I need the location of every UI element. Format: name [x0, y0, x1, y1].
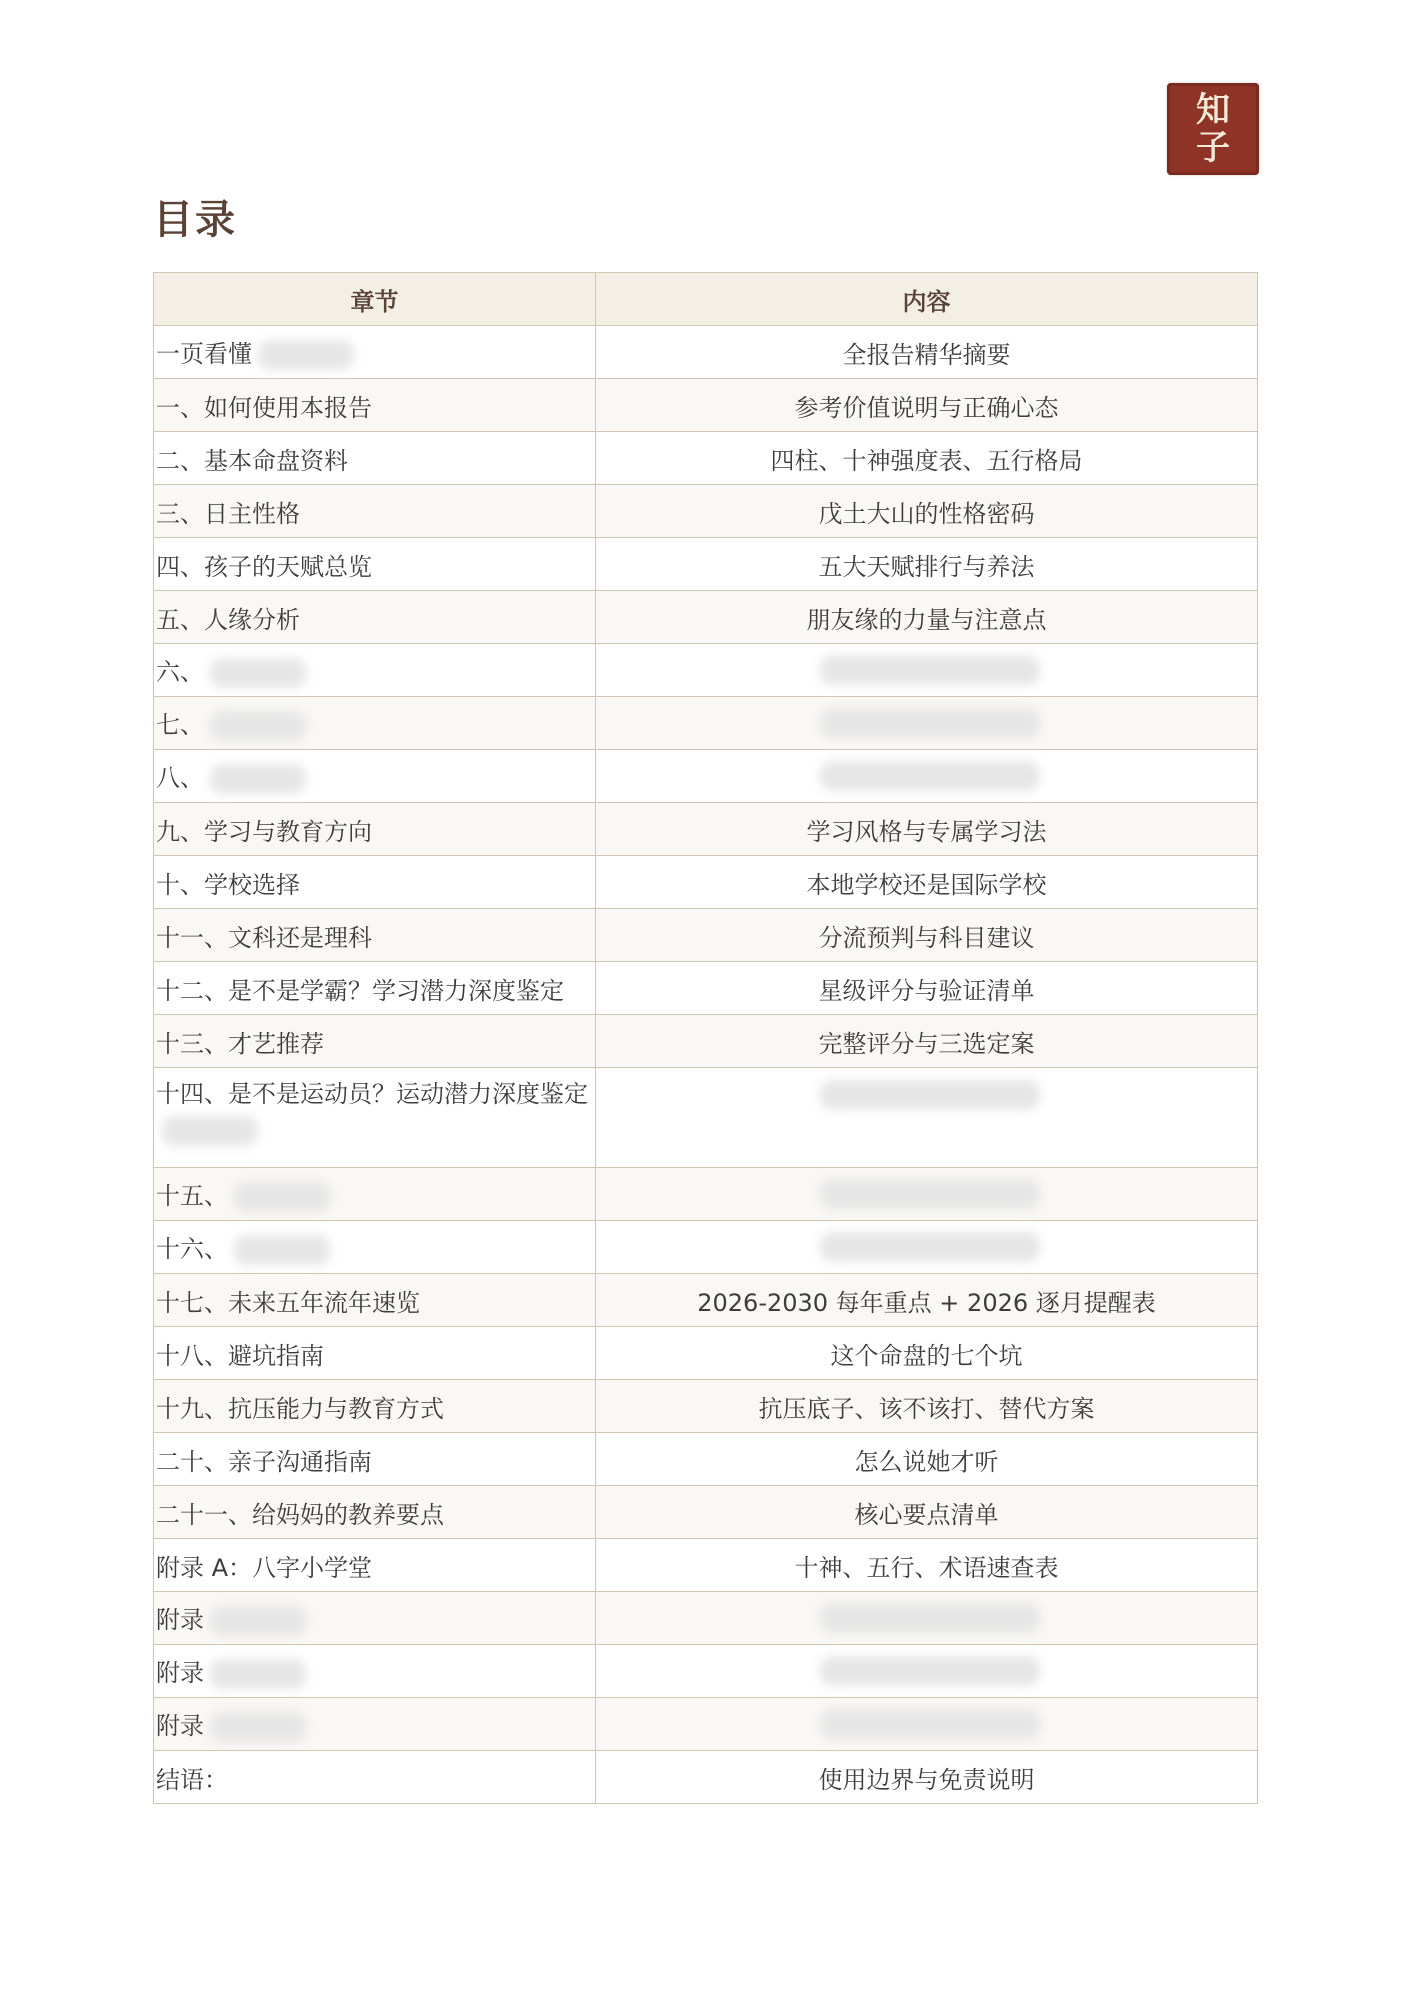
toc-content-cell: [596, 432, 1258, 485]
toc-row: [154, 697, 1258, 750]
toc-section-label: 十、学校选择: [156, 870, 300, 899]
toc-content-cell: [596, 1433, 1258, 1486]
toc-section-cell: [154, 1380, 596, 1433]
toc-content-cell: [596, 644, 1258, 697]
toc-body: [154, 326, 1258, 1804]
toc-row: [154, 591, 1258, 644]
toc-section-cell: [154, 591, 596, 644]
toc-section-label: 十九、抗压能力与教育方式: [156, 1394, 444, 1423]
toc-section-cell: [154, 1539, 596, 1592]
redaction-blur: [820, 1080, 1040, 1110]
toc-row: [154, 750, 1258, 803]
toc-content-cell: [596, 750, 1258, 803]
toc-section-label: 十五、: [156, 1182, 228, 1210]
toc-content-label: 学习风格与专属学习法: [806, 817, 1047, 846]
toc-row: [154, 379, 1258, 432]
toc-content-cell: [596, 1645, 1258, 1698]
redaction-blur: [820, 1603, 1040, 1633]
toc-content-label: 全报告精华摘要: [842, 340, 1011, 369]
toc-row: [154, 909, 1258, 962]
toc-section-label: 十七、未来五年流年速览: [156, 1288, 420, 1317]
toc-header-row: [154, 273, 1258, 326]
toc-section-cell: [154, 697, 596, 750]
toc-content-label: 2026-2030 每年重点 + 2026 逐月提醒表: [697, 1288, 1156, 1317]
redaction-blur: [820, 1179, 1040, 1209]
toc-row: [154, 803, 1258, 856]
toc-section-label: 二、基本命盘资料: [156, 446, 348, 475]
redaction-blur: [210, 1606, 306, 1636]
toc-section-cell: [154, 1327, 596, 1380]
redaction-blur: [210, 764, 306, 794]
toc-content-cell: [596, 1068, 1258, 1168]
toc-content-cell: [596, 591, 1258, 644]
toc-row: [154, 1380, 1258, 1433]
redaction-blur: [210, 1659, 306, 1689]
toc-row: [154, 1698, 1258, 1751]
toc-content-cell: [596, 1168, 1258, 1221]
toc-section-cell: [154, 803, 596, 856]
page-title: 目录: [153, 197, 237, 243]
toc-content-label: 使用边界与免责说明: [818, 1765, 1035, 1794]
toc-section-cell: [154, 1068, 596, 1168]
toc-content-cell: [596, 1592, 1258, 1645]
toc-row: [154, 644, 1258, 697]
toc-row: [154, 326, 1258, 379]
toc-row: [154, 1015, 1258, 1068]
toc-row: [154, 1433, 1258, 1486]
toc-content-label: 分流预判与科目建议: [818, 923, 1035, 952]
toc-content-cell: [596, 1698, 1258, 1751]
zhizi-seal-logo: [1167, 83, 1259, 175]
toc-content-label: 抗压底子、该不该打、替代方案: [758, 1394, 1095, 1423]
toc-content-label: 五大天赋排行与养法: [818, 552, 1035, 581]
toc-section-cell: [154, 1274, 596, 1327]
toc-section-label: 十二、是不是学霸？学习潜力深度鉴定: [156, 976, 564, 1005]
toc-content-cell: [596, 962, 1258, 1015]
toc-section-label: 附录: [156, 1659, 204, 1687]
toc-section-label: 附录 A：八字小学堂: [156, 1553, 373, 1582]
redaction-blur: [820, 1709, 1040, 1739]
toc-content-cell: [596, 538, 1258, 591]
toc-section-label: 九、学习与教育方向: [156, 817, 372, 846]
toc-section-label: 十六、: [156, 1235, 228, 1263]
toc-content-cell: [596, 856, 1258, 909]
redaction-blur: [234, 1235, 330, 1265]
redaction-blur: [258, 340, 354, 370]
toc-content-cell: [596, 1221, 1258, 1274]
toc-section-label: 结语：: [156, 1765, 228, 1794]
toc-section-label: 附录: [156, 1606, 204, 1634]
toc-section-cell: [154, 1592, 596, 1645]
toc-section-cell: [154, 1015, 596, 1068]
toc-content-cell: [596, 1015, 1258, 1068]
toc-row: [154, 1592, 1258, 1645]
toc-table: [153, 272, 1258, 1804]
toc-section-label: 三、日主性格: [156, 499, 300, 528]
toc-content-label: 星级评分与验证清单: [818, 976, 1035, 1005]
toc-row: [154, 538, 1258, 591]
toc-content-cell: [596, 1380, 1258, 1433]
toc-content-cell: [596, 326, 1258, 379]
toc-section-label: 一页看懂: [156, 340, 252, 368]
toc-section-label: 八、: [156, 764, 204, 792]
toc-section-label: 十三、才艺推荐: [156, 1029, 324, 1058]
toc-content-label: 戊土大山的性格密码: [818, 499, 1035, 528]
toc-content-label: 怎么说她才听: [854, 1447, 999, 1476]
toc-section-cell: [154, 750, 596, 803]
toc-row: [154, 962, 1258, 1015]
toc-row: [154, 485, 1258, 538]
toc-section-cell: [154, 1486, 596, 1539]
toc-row: [154, 1645, 1258, 1698]
redaction-blur: [162, 1116, 258, 1146]
seal-char-1: 知: [1196, 90, 1230, 130]
redaction-blur: [820, 708, 1040, 738]
toc-content-cell: [596, 1751, 1258, 1804]
redaction-blur: [234, 1182, 330, 1212]
toc-section-cell: [154, 538, 596, 591]
toc-content-label: 参考价值说明与正确心态: [794, 393, 1059, 422]
header-content: 内容: [596, 273, 1258, 326]
toc-row: [154, 432, 1258, 485]
toc-section-cell: [154, 432, 596, 485]
redaction-blur: [210, 1712, 306, 1742]
toc-section-cell: [154, 326, 596, 379]
toc-section-label: 五、人缘分析: [156, 605, 300, 634]
toc-section-label: 十四、是不是运动员？运动潜力深度鉴定: [156, 1080, 588, 1108]
toc-content-cell: [596, 1327, 1258, 1380]
toc-content-label: 四柱、十神强度表、五行格局: [770, 446, 1083, 475]
toc-section-cell: [154, 909, 596, 962]
header-section: 章节: [154, 273, 596, 326]
redaction-blur: [210, 711, 306, 741]
toc-row: [154, 1221, 1258, 1274]
toc-content-label: 十神、五行、术语速查表: [794, 1553, 1059, 1582]
redaction-blur: [820, 1232, 1040, 1262]
toc-content-cell: [596, 379, 1258, 432]
toc-content-label: 朋友缘的力量与注意点: [806, 605, 1047, 634]
toc-section-cell: [154, 485, 596, 538]
toc-section-label: 二十一、给妈妈的教养要点: [156, 1500, 444, 1529]
toc-row: [154, 856, 1258, 909]
toc-section-label: 六、: [156, 658, 204, 686]
toc-row: [154, 1539, 1258, 1592]
toc-content-cell: [596, 1486, 1258, 1539]
toc-row: [154, 1327, 1258, 1380]
toc-section-cell: [154, 1221, 596, 1274]
toc-section-cell: [154, 1698, 596, 1751]
toc-content-cell: [596, 803, 1258, 856]
toc-section-cell: [154, 644, 596, 697]
toc-section-cell: [154, 379, 596, 432]
toc-section-cell: [154, 962, 596, 1015]
toc-row: [154, 1168, 1258, 1221]
toc-section-label: 一、如何使用本报告: [156, 393, 372, 422]
toc-content-cell: [596, 1539, 1258, 1592]
toc-row: [154, 1274, 1258, 1327]
toc-row: [154, 1751, 1258, 1804]
redaction-blur: [210, 658, 306, 688]
redaction-blur: [820, 655, 1040, 685]
toc-content-cell: [596, 485, 1258, 538]
toc-content-cell: [596, 1274, 1258, 1327]
toc-content-label: 完整评分与三选定案: [818, 1029, 1035, 1058]
toc-section-label: 二十、亲子沟通指南: [156, 1447, 372, 1476]
seal-char-2: 子: [1196, 128, 1230, 168]
toc-content-label: 核心要点清单: [854, 1500, 999, 1529]
toc-content-cell: [596, 909, 1258, 962]
toc-section-cell: [154, 1168, 596, 1221]
redaction-blur: [820, 1656, 1040, 1686]
toc-section-cell: [154, 1433, 596, 1486]
toc-row: [154, 1486, 1258, 1539]
toc-content-label: 本地学校还是国际学校: [806, 870, 1047, 899]
toc-section-label: 十一、文科还是理科: [156, 923, 372, 952]
toc-content-label: 这个命盘的七个坑: [830, 1341, 1023, 1370]
toc-section-label: 四、孩子的天赋总览: [156, 552, 372, 581]
toc-section-cell: [154, 1645, 596, 1698]
toc-section-cell: [154, 856, 596, 909]
toc-section-cell: [154, 1751, 596, 1804]
toc-section-label: 七、: [156, 711, 204, 739]
toc-content-cell: [596, 697, 1258, 750]
toc-section-label: 附录: [156, 1712, 204, 1740]
toc-row: [154, 1068, 1258, 1168]
redaction-blur: [820, 761, 1040, 791]
toc-section-label: 十八、避坑指南: [156, 1341, 324, 1370]
